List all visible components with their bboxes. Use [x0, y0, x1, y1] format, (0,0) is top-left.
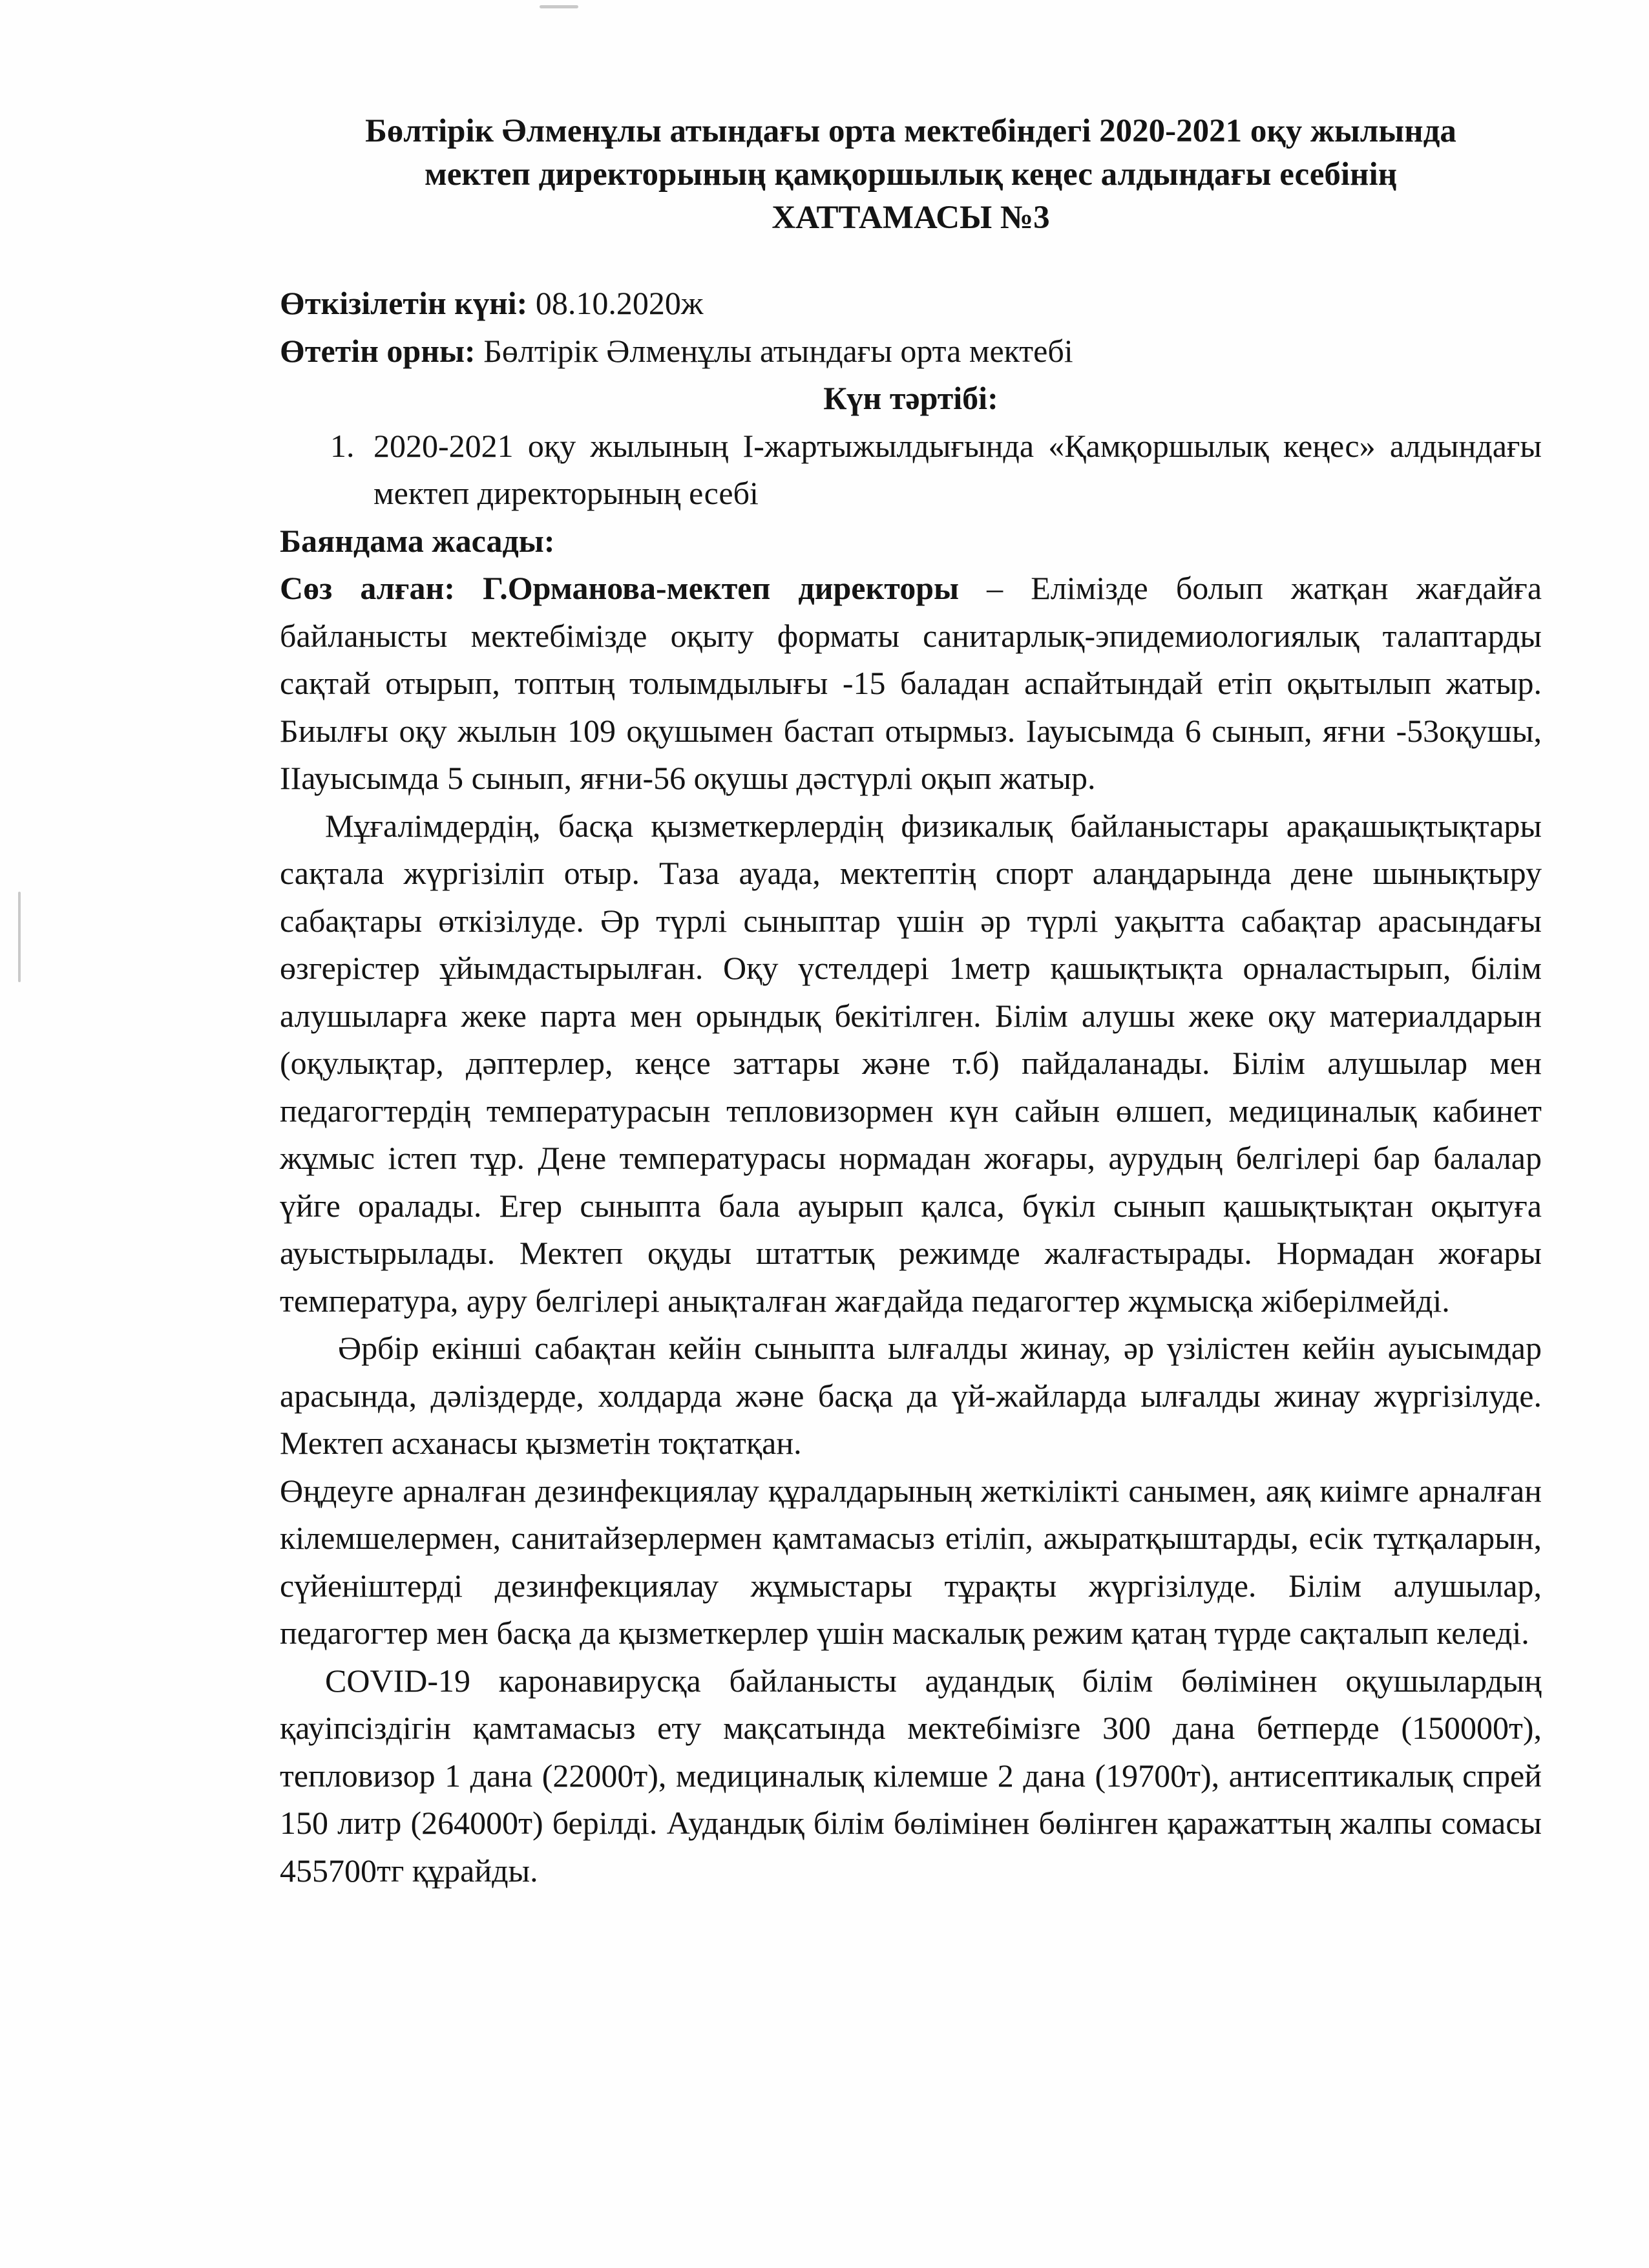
scan-mark-left — [18, 892, 21, 982]
paragraph-funding: COVID-19 каронавирусқа байланысты аудандық білім бөлімінен оқушылардың қауіпсіздігін қамтамасыз ету мақсатында мектебімізге 300 дана бетперде (150000т), тепловизор 1 дана (22000т), медициналық кілемше 2 дана (19700т), антисептикалық спрей 150 литр (264000т) берілді. Аудандық білім бөлімінен бөлінген қаражаттың жалпы сомасы 455700тг құрайды. — [280, 1662, 1542, 1889]
agenda-item-number: 1. — [330, 427, 355, 464]
speaker-paragraph — [280, 565, 1542, 803]
date-label: Өткізілетін күні: — [280, 285, 528, 321]
place-label: Өтетін орны: — [280, 332, 476, 369]
title-line-2: мектеп директорының қамқоршылық кеңес алдындағы есебінің — [425, 156, 1397, 193]
speaker-label: Сөз алған: — [280, 570, 483, 606]
scan-mark-top — [540, 5, 578, 8]
meeting-date — [280, 280, 1542, 328]
meeting-place — [280, 328, 1542, 375]
title-line-1: Бөлтірік Әлменұлы атындағы орта мектебіндегі 2020-2021 оқу жылында — [365, 113, 1456, 149]
paragraph-disinfection: Өңдеуге арналған дезинфекциялау құралдарының жеткілікті санымен, аяқ киімге арналған кілемшелермен, санитайзерлермен қамтамасыз етіліп, ажыратқыштарды, есік тұтқаларын, сүйеніштерді дезинфекциялау жұмыстары тұрақты жүргізілуде. Білім алушылар, педагогтер мен басқа да қызметкерлер үшін маскалық режим қатаң түрде сақталып келеді. — [280, 1472, 1542, 1651]
speaker-text: – Елімізде болып жатқан жағдайға байланысты мектебімізде оқыту форматы санитарлық-эпидемиологиялық талаптарды сақтай отырып, топтың толымдылығы -15 баладан аспайтындай етіп оқытылып жатыр. Биылғы оқу жылын 109 оқушымен бастап отырмыз. Іауысымда 6 сынып, яғни -53оқушы, ІІауысымда 5 сынып, яғни-56 оқушы дәстүрлі оқып жатыр. — [280, 570, 1542, 796]
title-line-3: ХАТТАМАСЫ №3 — [772, 200, 1050, 236]
report-heading: Баяндама жасады: — [280, 522, 555, 559]
agenda-list — [280, 423, 1542, 518]
document-title — [280, 110, 1542, 240]
paragraph-distancing: Мұғалімдердің, басқа қызметкерлердің физикалық байланыстары арақашықтықтары сақтала жүргізіліп отыр. Таза ауада, мектептің спорт алаңдарында дене шынықтыру сабақтары өткізілуде. Әр түрлі сыныптар үшін әр түрлі уақытта сабақтар арасындағы өзгерістер ұйымдастырылған. Оқу үстелдері 1метр қашықтықта орналастырып, білім алушыларға жеке парта мен орындық бекітілген. Білім алушы жеке оқу материалдарын (оқулықтар, дәптерлер, кеңсе заттары және т.б) пайдаланады. Білім алушылар мен педагогтердің температурасын тепловизормен күн сайын өлшеп, медициналық кабинет жұмыс істеп тұр. Дене температурасы нормадан жоғары, аурудың белгілері бар балалар үйге оралады. Егер сыныпта бала ауырып қалса, бүкіл сынып қашықтықтан оқытуға ауыстырылады. Мектеп оқуды штаттық режимде жалғастырады. Нормадан жоғары температура, ауру белгілері анықталған жағдайда педагогтер жұмысқа жіберілмейді. — [280, 807, 1542, 1319]
agenda-item — [280, 423, 1542, 518]
agenda-heading: Күн тәртібі: — [823, 380, 998, 416]
place-value: Бөлтірік Әлменұлы атындағы орта мектебі — [475, 332, 1073, 369]
agenda-item-text: 2020-2021 оқу жылының І-жартыжылдығында «Қамқоршылық кеңес» алдындағы мектеп директорының есебі — [373, 427, 1542, 511]
date-value: 08.10.2020ж — [527, 285, 704, 321]
document-content — [280, 110, 1542, 1895]
paragraph-cleaning: Әрбір екінші сабақтан кейін сыныпта ылғалды жинау, әр үзілістен кейін ауысымдар арасында, дәліздерде, холдарда және басқа да үй-жайларда ылғалды жинау жүргізілуде. Мектеп асханасы қызметін тоқтатқан. — [280, 1330, 1542, 1461]
speaker-name: Г.Орманова-мектеп директоры — [483, 570, 960, 606]
